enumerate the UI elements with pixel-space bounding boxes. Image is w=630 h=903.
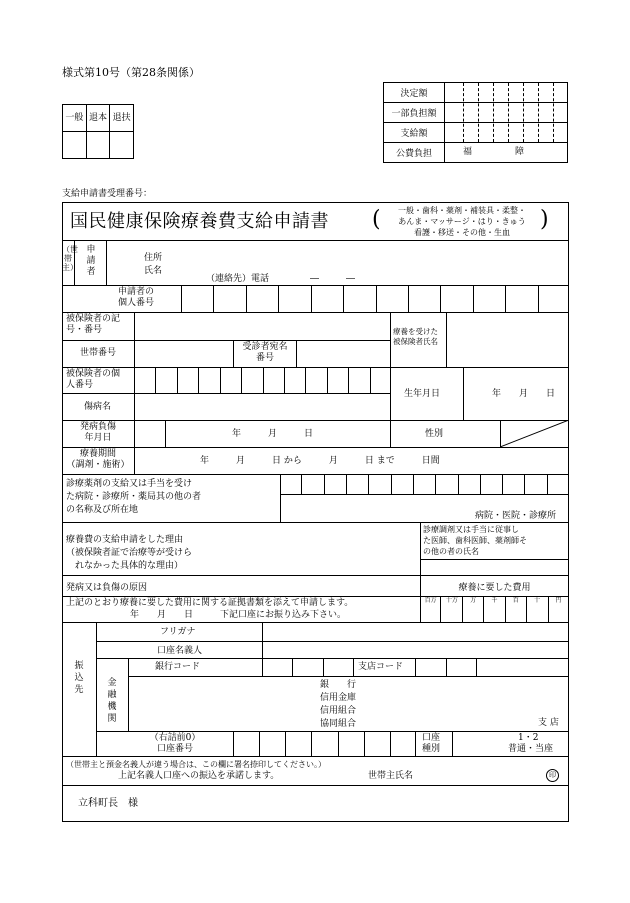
types-bracket-left: ( (372, 207, 381, 232)
account-type-codes: 1・2 (518, 733, 539, 743)
cost-label: 療養に要した費用 (458, 583, 531, 593)
disease-name-field[interactable] (135, 394, 389, 419)
household-head-name-field[interactable] (420, 770, 540, 783)
facility-address-field[interactable] (282, 496, 472, 520)
category-ippan[interactable]: 一般 (63, 105, 87, 132)
institution-types[interactable]: 銀 行 信用金庫 信用組合 協同組合 (319, 680, 356, 729)
branch-suffix: 支 店 (538, 718, 559, 728)
insured-personal-number-label: 被保険者の個 人番号 (66, 369, 121, 390)
phone-label: （連絡先）電話 (206, 274, 270, 284)
facility-suffix: 病院・医院・診療所 (475, 511, 557, 521)
birth-date-label: 生年月日 (404, 389, 441, 399)
decision-amount-label: 決定額 (384, 83, 445, 103)
consent-text: 上記名義人口座への振込を承諾します。 (118, 771, 280, 781)
cause-label: 発病又は負傷の原因 (66, 583, 148, 593)
facility-label: 診療薬剤の支給又は手当を受け た病院・診療所・薬局其の他の者 の名称及び所在地 (66, 479, 202, 515)
branch-code-label: 支店コード (358, 662, 404, 672)
public-fee-sho: 障 (515, 147, 525, 157)
household-number-field[interactable] (135, 341, 233, 366)
sex-label: 性別 (424, 429, 443, 439)
insured-symbol-field[interactable] (135, 313, 389, 339)
decision-table (383, 82, 568, 163)
branch-code-cells[interactable] (415, 658, 477, 676)
institution-label: 金融機関 (107, 678, 117, 724)
household-number-label: 世帯番号 (80, 348, 117, 358)
declaration-text: 上記のとおり療養に要した費用に関する証拠書類を添えて申請します。 (66, 598, 354, 608)
treated-name-label: 療養を受けた 被保険者氏名 (393, 327, 438, 346)
bank-code-label: 銀行コード (155, 662, 201, 672)
addressee: 立科町長 様 (78, 798, 138, 809)
applicant-personal-number-label: 申請者の 個人番号 (117, 287, 154, 308)
insured-personal-number-cells[interactable] (134, 367, 391, 393)
form-title: 国民健康保険療養費支給申請書 (70, 211, 329, 232)
applicant-address-field[interactable] (360, 258, 560, 280)
form-number: 様式第10号（第28条関係） (62, 66, 200, 79)
account-number-label: （右詰前0） 口座番号 (149, 733, 201, 754)
doctor-name-field[interactable] (421, 560, 568, 574)
recipient-number-field[interactable] (297, 341, 389, 366)
recipient-number-label: 受診者宛名 番号 (242, 342, 288, 363)
transfer-side-label: 振込先 (74, 661, 84, 695)
onset-date-field[interactable]: 年 月 日 (232, 429, 314, 439)
phone-separators: ― ― (310, 274, 356, 284)
consent-note: （世帯主と預金名義人が違う場合は、この欄に署名捺印してください。） (66, 760, 326, 769)
doctor-label: 診療調剤又は手当に従事し た医師、歯科医師、薬剤師そ の他の者の氏名 (423, 525, 527, 556)
sex-field[interactable] (501, 421, 568, 446)
category-taihon[interactable]: 退本 (86, 105, 110, 132)
bank-code-cells[interactable] (262, 658, 354, 676)
types-list[interactable]: 一般・歯科・薬剤・補装具・柔整・ あんま・マッサージ・はり・きゅう 看護・移送・その他・生血 (398, 206, 526, 237)
declaration-date[interactable]: 年 月 日 下記口座にお振り込み下さい。 (130, 610, 347, 620)
applicant-side-label: （世帯主） (62, 245, 78, 272)
treatment-period-label: 療養期間 （調剤・施術） (66, 449, 130, 470)
account-holder-label: 口座名義人 (157, 646, 203, 656)
account-type-values[interactable]: 普通・当座 (508, 744, 554, 754)
account-number-cells[interactable] (233, 731, 416, 756)
address-name-label: 住所 氏名 (144, 253, 163, 276)
birth-date-field[interactable]: 年 月 日 (492, 389, 556, 399)
types-bracket-right: ) (540, 207, 549, 232)
bank-name-field[interactable] (130, 678, 305, 729)
account-holder-field[interactable] (263, 642, 568, 657)
payment-amount-label: 支給額 (384, 123, 445, 143)
furigana-field[interactable] (263, 623, 568, 640)
treated-name-field[interactable] (447, 313, 567, 366)
public-fee-fuku: 福 (463, 147, 473, 157)
reason-label: 療養費の支給申請をした理由 （被保険者証で治療等が受けら れなかった具体的な理由） (66, 535, 193, 571)
applicant-role-label: 申請者 (86, 245, 96, 277)
category-taifu[interactable]: 退扶 (110, 105, 134, 132)
treatment-period-field[interactable]: 年 月 日 から 月 日 まで 日間 (200, 456, 440, 466)
copay-label: 一部負担額 (384, 103, 445, 123)
account-type-label: 口座 種別 (422, 733, 441, 754)
public-fee-label: 公費負担 (384, 143, 445, 163)
disease-name-label: 傷病名 (84, 402, 112, 412)
receipt-number-label: 支給申請書受理番号： (62, 189, 153, 199)
public-fee-field[interactable] (445, 143, 568, 163)
category-boxes (62, 104, 134, 159)
household-head-name-label: 世帯主氏名 (368, 771, 414, 781)
cause-field[interactable] (170, 578, 415, 595)
onset-date-label: 発病負傷 年月日 (79, 422, 116, 443)
furigana-label: フリガナ (160, 627, 196, 637)
money-units: 百万 十万 万 千 百 十 円 (424, 597, 562, 604)
facility-cells[interactable] (280, 474, 569, 494)
insured-symbol-label: 被保険者の記 号・番号 (66, 314, 121, 335)
applicant-personal-number-cells[interactable] (181, 285, 570, 312)
reason-field[interactable] (250, 526, 415, 574)
branch-name-field[interactable] (360, 678, 530, 729)
seal-mark: 印 (546, 769, 559, 782)
